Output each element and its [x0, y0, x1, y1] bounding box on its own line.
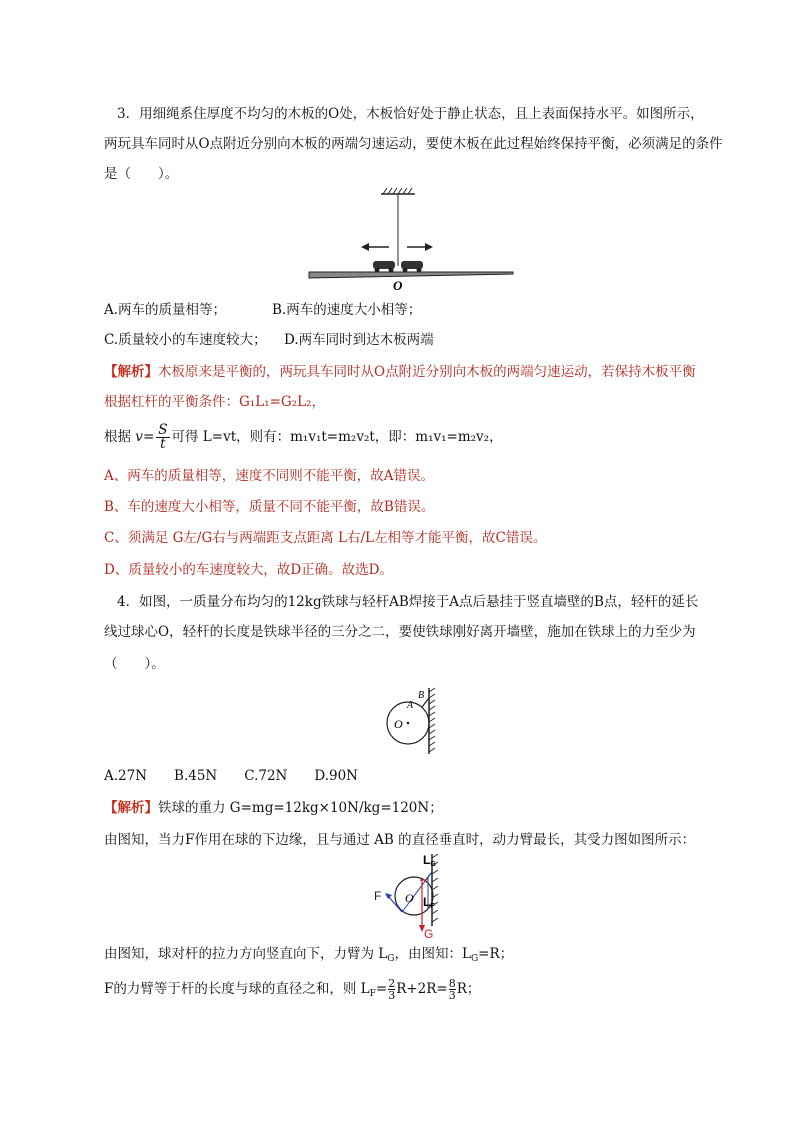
- a3-text-2: 根据杠杆的平衡条件：: [104, 394, 239, 410]
- a4-line-2: 由图知，当力F作用在球的下边缘，且与通过 AB 的直径垂直时，动力臂最长，其受力图如图所示：: [104, 832, 696, 848]
- a4-frac-1-den: 3: [388, 989, 396, 1002]
- a4-text-3-sub2: G: [470, 954, 479, 964]
- q4-fig-b: B: [418, 690, 425, 701]
- q3-option-b: B.两车的速度大小相等；: [272, 302, 422, 318]
- a4-force-figure: [370, 850, 450, 940]
- a3-line-1: [104, 362, 696, 382]
- a4-frac-1: [388, 978, 395, 1001]
- a3-frac-den: t: [160, 436, 166, 452]
- a4-text-4-sub: F: [369, 989, 376, 999]
- q3-line-1: 3．用细绳系住厚度不均匀的木板的O处，木板恰好处于静止状态，且上表面保持水平。如图所示，: [117, 106, 704, 122]
- a3-line-c: C、须满足 G左/G右与两端距支点距离 L右/L左相等才能平衡，故C错误。: [104, 530, 547, 546]
- a3-line-3: [104, 422, 503, 452]
- a3-eq: =: [142, 429, 155, 445]
- a4-frac-2: [449, 978, 456, 1001]
- a4-fig-lg: [423, 853, 436, 868]
- a4-text-1: 铁球的重力 G=mg=12kg×10N/kg=120N；: [158, 800, 443, 816]
- a4-fig-lg-main: L: [423, 853, 431, 867]
- a3-line-d: D、质量较小的车速度较大，故D正确。故选D。: [104, 562, 393, 578]
- a4-text-4-end: R；: [456, 981, 481, 997]
- a3-line-2: [104, 392, 325, 412]
- a3-v-symbol: v: [135, 429, 143, 445]
- a3-text-3-pre: 根据: [104, 429, 131, 445]
- a4-text-3-end: =R；: [478, 946, 514, 962]
- q4-line-2: 线过球心O，轻杆的长度是铁球半径的三分之二，要使铁球刚好离开墙壁，施加在铁球上的力至少为: [104, 624, 696, 640]
- a4-text-4-eq: =: [375, 981, 388, 997]
- a4-fig-o: O: [405, 891, 414, 905]
- a4-fig-lf-sub: F: [430, 903, 435, 910]
- a3-line-a: A、两车的质量相等，速度不同则不能平衡，故A错误。: [104, 468, 434, 484]
- a3-line-b: B、车的速度大小相等，质量不同不能平衡，故B错误。: [104, 499, 435, 515]
- q3-option-c: C.质量较小的车速度较大；: [104, 332, 267, 348]
- q4-fig-o: O: [394, 717, 403, 731]
- q3-option-a: A.两车的质量相等；: [104, 302, 227, 318]
- a3-fraction: [156, 424, 169, 451]
- a3-text-3-post: 可得 L=vt，则有：m₁v₁t=m₂v₂t，即：m₁v₁=m₂v₂，: [171, 429, 503, 445]
- a3-formula: G₁L₁=G₂L₂，: [239, 394, 325, 410]
- q3-option-d: D.两车同时到达木板两端: [284, 332, 434, 348]
- a4-text-3-sub: G: [387, 954, 395, 964]
- a4-line-3: [104, 944, 513, 969]
- a4-fig-g: G: [424, 927, 434, 940]
- q3-line-2: 两玩具车同时从O点附近分别向木板的两端匀速运动，要使木板在此过程始终保持平衡，必须满足的条件: [104, 136, 723, 152]
- a4-fig-lg-sub: G: [430, 861, 436, 868]
- q4-options: A.27N B.45N C.72N D.90N: [104, 768, 358, 784]
- a4-text-3-mid: ，由图知：L: [394, 946, 471, 962]
- a4-frac-2-den: 3: [448, 989, 456, 1002]
- a3-tag: 【解析】: [104, 364, 158, 380]
- q4-line-3: （ ）。: [104, 656, 165, 672]
- a4-frac-2-num: 8: [448, 977, 456, 990]
- q3-fig-label-o: O: [393, 278, 403, 293]
- a4-text-4: F的力臂等于杆的长度与球的直径之和，则 L: [104, 981, 370, 997]
- q4-ball-figure: [384, 686, 444, 758]
- q4-line-1: 4．如图，一质量分布均匀的12kg铁球与轻杆AB焊接于A点后悬挂于竖直墙壁的B点，轻杆的延长: [117, 594, 699, 610]
- q3-line-3: 是（ ）。: [104, 166, 179, 182]
- a4-line-1: [104, 798, 443, 818]
- a3-frac-num: S: [158, 422, 168, 438]
- q3-board-figure: [295, 186, 535, 296]
- a4-line-4: [104, 974, 480, 1009]
- a4-fig-lf-main: L: [423, 895, 431, 909]
- a4-fig-f: F: [374, 889, 382, 903]
- a4-text-4-mid: R+2R=: [396, 981, 448, 997]
- a4-text-3: 由图知，球对杆的拉力方向竖直向下，力臂为 L: [104, 946, 388, 962]
- a4-tag: 【解析】: [104, 800, 158, 816]
- a3-text-1: 木板原来是平衡的，两玩具车同时从O点附近分别向木板的两端匀速运动，若保持木板平衡: [158, 364, 696, 380]
- a4-frac-1-num: 2: [388, 977, 396, 990]
- q4-fig-a: A: [407, 700, 414, 711]
